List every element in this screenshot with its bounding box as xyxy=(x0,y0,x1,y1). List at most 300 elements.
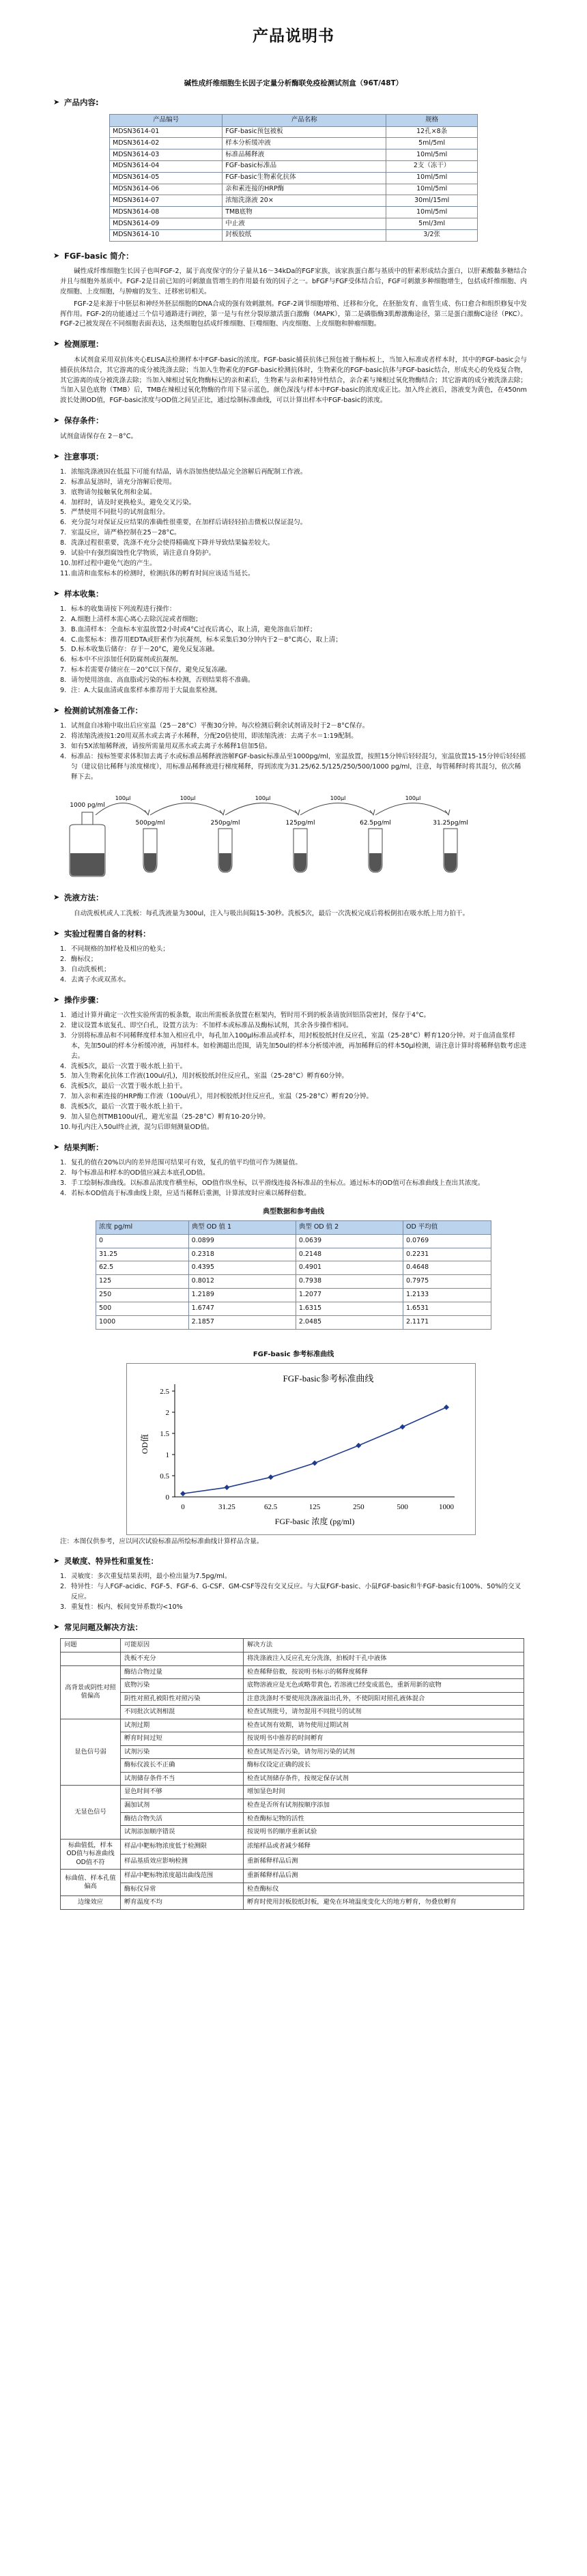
notes-list xyxy=(60,468,527,579)
table-row xyxy=(61,1706,524,1719)
list-number: 2. xyxy=(60,1022,67,1030)
list-number: 1. xyxy=(60,1573,67,1581)
list-item xyxy=(60,635,527,646)
list-text: 试验中有强烈腐蚀性化学物质，请注意自身防护。 xyxy=(71,549,216,557)
table-row xyxy=(96,1261,491,1275)
list-item xyxy=(60,1082,527,1092)
table-cell: 重新稀释样品后测 xyxy=(244,1870,524,1883)
transfer-volume-label: 100μl xyxy=(115,795,131,802)
dilution-tube-icon xyxy=(294,829,307,872)
table-cell: 封板胶纸 xyxy=(223,229,386,241)
list-text: 若标本OD值高于标准曲线上限，应适当稀释后重测，计算浓度时应乘以稀释倍数。 xyxy=(71,1189,311,1197)
table-cell: 按说明书的顺序重新试验 xyxy=(244,1826,524,1840)
table-cell: 0.4395 xyxy=(188,1261,296,1275)
table-cell: 2.1171 xyxy=(403,1315,491,1329)
list-text: 请勿使用溶血、高血脂或污染的标本检测，否则结果将不准确。 xyxy=(71,676,255,685)
table-cell: MDSN3614-04 xyxy=(110,160,223,172)
table-cell: 检查是否所有试剂按顺序添加 xyxy=(244,1799,524,1813)
table-cell: 62.5 xyxy=(96,1261,189,1275)
contents-table xyxy=(109,114,478,242)
list-item xyxy=(60,945,527,955)
table-cell: 2支（冻干） xyxy=(386,160,478,172)
list-number: 7. xyxy=(60,529,67,537)
table-cell: MDSN3614-02 xyxy=(110,138,223,149)
list-text: C.血浆标本：推荐用EDTA或肝素作为抗凝剂，标本采集后30分钟内于2－8°C离心，取上清； xyxy=(71,635,342,644)
list-text: 分别将标准品和不同稀释度样本加入相应孔中，每孔加入100μl标准品或样本，用封板胶纸封住反应孔，室温（25-28°C）孵育120分钟。对于血清血浆样本，先加50ul的样本分析缓冲液，再加样本。如检测超出范围，请先加50ul的样本分析缓冲液，再加稀释后的样本50μl检测，请注意计算时将稀释倍数考虑进去。 xyxy=(71,1031,527,1060)
list-item xyxy=(60,1011,527,1021)
table-cell: 检查试剂有效期，请勿使用过期试剂 xyxy=(244,1719,524,1732)
table-row xyxy=(61,1883,524,1896)
list-number: 1. xyxy=(60,1012,67,1020)
table-row xyxy=(61,1826,524,1840)
data-point xyxy=(224,1485,229,1490)
list-number: 2. xyxy=(60,615,67,623)
table-header-cell: 浓度 pg/ml xyxy=(96,1221,189,1235)
problem-cell: 标曲值、样本孔值偏高 xyxy=(61,1870,121,1896)
table-row xyxy=(61,1732,524,1746)
table-cell: 10ml/5ml xyxy=(386,172,478,184)
chart-caption: FGF-basic 参考标准曲线 xyxy=(253,1350,334,1358)
list-item xyxy=(60,1158,527,1169)
list-number: 8. xyxy=(60,539,67,547)
table-cell: 0.7975 xyxy=(403,1275,491,1289)
standard-curve-chart xyxy=(126,1363,476,1535)
table-row xyxy=(96,1302,491,1315)
list-item xyxy=(60,676,527,686)
list-number: 8. xyxy=(60,1103,67,1111)
transfer-volume-label: 100μl xyxy=(405,795,421,802)
y-tick-label: 2.5 xyxy=(160,1388,169,1397)
table-cell: 检查试剂是否污染，请勿用污染的试剂 xyxy=(244,1745,524,1759)
data-point xyxy=(444,1405,449,1410)
list-number: 3. xyxy=(60,1179,67,1187)
table-cell: 孵育温度不均 xyxy=(121,1896,244,1910)
list-text: 加入生物素化抗体工作液(100ul/孔)，用封板胶纸封住反应孔，室温（25-28°C）孵育60分钟。 xyxy=(71,1072,348,1081)
table-cell: 酶标仪异常 xyxy=(121,1883,244,1896)
table-cell: 10ml/5ml xyxy=(386,149,478,161)
table-cell: 1.6531 xyxy=(403,1302,491,1315)
list-item xyxy=(60,965,527,975)
table-cell: 试剂过期 xyxy=(121,1719,244,1732)
list-number: 9. xyxy=(60,549,67,557)
table-cell: FGF-basic生物素化抗体 xyxy=(223,172,386,184)
section-materials xyxy=(55,929,532,986)
table-cell: MDSN3614-10 xyxy=(110,229,223,241)
table-cell: 5ml/5ml xyxy=(386,138,478,149)
wash-text: 自动洗板机或人工洗板：每孔洗液量为300ul，注入与吸出间隔15-30秒。洗板5次，最后一次洗板完成后将板倒扣在吸水纸上用力拍干。 xyxy=(74,909,470,917)
list-text: 底物请勿接触氧化剂和金属。 xyxy=(71,488,156,496)
table-cell: 底物污染 xyxy=(121,1679,244,1693)
table-cell: 样品基质效应影响检测 xyxy=(121,1854,244,1869)
table-cell: 酶结合物失活 xyxy=(121,1812,244,1826)
section-results xyxy=(55,1143,532,1547)
transfer-arrow-icon xyxy=(375,803,448,816)
section-heading-contents: ➤ 产品内容: xyxy=(55,98,532,109)
list-text: 建议设置本底复孔、即空白孔，设置方法为：不加样本或标准品及酶标试剂，其余各步操作相同。 xyxy=(71,1022,353,1030)
dilution-diagram xyxy=(61,788,526,883)
list-number: 3. xyxy=(60,742,67,750)
problem-cell: 无显色信号 xyxy=(61,1786,121,1839)
list-item xyxy=(60,468,527,478)
list-item xyxy=(60,1123,527,1133)
table-row xyxy=(96,1248,491,1261)
list-number: 5. xyxy=(60,509,67,517)
table-cell: 0.4648 xyxy=(403,1261,491,1275)
list-number: 10. xyxy=(60,559,71,567)
list-item xyxy=(60,655,527,666)
table-cell: MDSN3614-08 xyxy=(110,207,223,218)
section-heading-performance: ➤ 灵敏度、特异性和重复性： xyxy=(55,1556,532,1567)
list-item xyxy=(60,1582,527,1603)
table-cell: 样品中靶标物浓度超出曲线范围 xyxy=(121,1870,244,1883)
problem-cell xyxy=(61,1652,121,1665)
table-cell: 30ml/15ml xyxy=(386,195,478,207)
y-tick-label: 1.5 xyxy=(160,1430,169,1439)
list-text: 每孔内注入50ul终止液，混匀后即刻测量OD值。 xyxy=(71,1123,214,1131)
list-item xyxy=(60,478,527,488)
table-row xyxy=(96,1234,491,1248)
table-header-cell: 解决方法 xyxy=(244,1639,524,1652)
y-tick-label: 1 xyxy=(165,1451,169,1460)
list-number: 3. xyxy=(60,1603,67,1612)
table-row xyxy=(110,138,478,149)
list-item xyxy=(60,569,527,579)
table-row xyxy=(96,1289,491,1302)
list-number: 2. xyxy=(60,1583,67,1591)
table-cell: 31.25 xyxy=(96,1248,189,1261)
list-text: 不同规格的加样枪及相应的枪头； xyxy=(71,945,169,954)
list-number: 11. xyxy=(60,569,71,577)
list-text: 酶标仪； xyxy=(71,956,98,964)
table-header-cell: 问题 xyxy=(61,1639,121,1652)
list-number: 1. xyxy=(60,722,67,730)
standard-curve-svg xyxy=(127,1364,475,1534)
table-cell: MDSN3614-05 xyxy=(110,172,223,184)
list-text: 将浓缩洗液按1:20用双蒸水或去离子水稀释，分配20倍使用，即浓缩洗液：去离子水＝1:19配制。 xyxy=(71,732,358,741)
section-heading-materials: ➤ 实验过程需自备的材料： xyxy=(55,929,532,940)
list-item xyxy=(60,1021,527,1031)
list-text: 试剂盒自冰箱中取出后应室温（25－28°C）平衡30分钟。每次检测后剩余试剂请及时于2－8°C保存。 xyxy=(71,722,369,730)
list-item xyxy=(60,518,527,528)
table-header-cell: 可能原因 xyxy=(121,1639,244,1652)
reagent-list xyxy=(60,721,527,782)
dilution-tube-label: 125pg/ml xyxy=(285,820,315,827)
list-text: 充分混匀对保证反应结果的准确性很重要，在加样后请轻轻拍击微板以保证混匀。 xyxy=(71,519,307,527)
list-item xyxy=(60,615,527,625)
table-row xyxy=(61,1652,524,1665)
list-text: 注：A.大鼠血清或血浆样本推荐用于大鼠血浆检测。 xyxy=(71,686,222,694)
list-item xyxy=(60,549,527,559)
table-cell: 检查酶标仪 xyxy=(244,1883,524,1896)
table-cell: 3/2张 xyxy=(386,229,478,241)
list-text: 自动洗板机； xyxy=(71,966,111,974)
list-text: 去离子水或双蒸水。 xyxy=(71,975,130,984)
list-item xyxy=(60,1102,527,1113)
section-intro xyxy=(55,251,532,330)
list-item xyxy=(60,732,527,742)
table-row xyxy=(61,1799,524,1813)
table-cell: 1.2189 xyxy=(188,1289,296,1302)
list-number: 4. xyxy=(60,975,67,984)
table-cell: 检查酶标记物的活性 xyxy=(244,1812,524,1826)
stock-bottle-icon xyxy=(70,812,105,876)
table-cell: 增加显色时间 xyxy=(244,1786,524,1799)
section-heading-notes: ➤ 注意事项： xyxy=(55,452,532,463)
chart-title: FGF-basic参考标准曲线 xyxy=(283,1373,374,1384)
table-cell: 0.0769 xyxy=(403,1234,491,1248)
data-point xyxy=(356,1443,361,1448)
list-text: 如有5X浓缩稀释液，请按所需量用双蒸水或去离子水稀释1倍加5倍。 xyxy=(71,742,272,750)
table-cell: 500 xyxy=(96,1302,189,1315)
table-cell: 试剂储存条件不当 xyxy=(121,1772,244,1786)
table-cell: 浓缩洗涤液 20× xyxy=(223,195,386,207)
table-row xyxy=(110,160,478,172)
list-text: 手工绘制标准曲线。以标准品浓度作横坐标，OD值作纵坐标，以平滑线连接各标准品的坐标点。通过标本的OD值可在标准曲线上查出其浓度。 xyxy=(71,1179,485,1187)
list-text: 加入亲和素连接的HRP酶工作液（100ul/孔），用封板胶纸封住反应孔，室温（25-28°C）孵育20分钟。 xyxy=(71,1093,373,1101)
transfer-volume-label: 100μl xyxy=(180,795,196,802)
table-cell: 洗板不充分 xyxy=(121,1652,244,1665)
problem-cell: 高背景或阴性对照值偏高 xyxy=(61,1665,121,1719)
section-notes xyxy=(55,452,532,579)
table-cell: 标准品稀释液 xyxy=(223,149,386,161)
table-cell: 1.6747 xyxy=(188,1302,296,1315)
x-tick-label: 1000 xyxy=(439,1503,454,1512)
table-cell: MDSN3614-06 xyxy=(110,184,223,195)
list-number: 4. xyxy=(60,1189,67,1197)
list-text: 特异性：与人FGF-acidic、FGF-5、FGF-6、G-CSF、GM-CSF等没有交叉反应。与大鼠FGF-basic、小鼠FGF-basic和牛FGF-basic有100%、50%的交叉反应。 xyxy=(71,1583,521,1601)
section-sample xyxy=(55,589,532,696)
document-title: 产品说明书 xyxy=(253,27,334,45)
list-item xyxy=(60,1169,527,1179)
y-tick-label: 0 xyxy=(165,1493,169,1502)
list-text: 洗板5次，最后一次置于吸水纸上拍干。 xyxy=(71,1062,187,1070)
transfer-volume-label: 100μl xyxy=(255,795,271,802)
table-cell: 0.8012 xyxy=(188,1275,296,1289)
table-row xyxy=(110,172,478,184)
list-text: 洗涤过程很重要，洗涤不充分会使得精确度下降并导致结果偏差较大。 xyxy=(71,539,274,547)
table-row xyxy=(110,149,478,161)
table-row xyxy=(61,1786,524,1799)
table-cell: 5ml/3ml xyxy=(386,218,478,230)
y-axis-label: OD值 xyxy=(140,1433,149,1455)
table-cell: 不同批次试剂相混 xyxy=(121,1706,244,1719)
list-number: 9. xyxy=(60,686,67,694)
table-cell: 试剂污染 xyxy=(121,1745,244,1759)
list-item xyxy=(60,498,527,509)
list-item xyxy=(60,1179,527,1189)
list-number: 6. xyxy=(60,656,67,664)
list-text: 标准品：按标签要求体积加去离子水或标准品稀释液溶解FGF-basic标准品至1000pg/ml，室温放置，按照15分钟后轻轻混匀，室温放置15-15分钟后轻轻摇匀（建议倍比稀释与浓度梯度），用标准品稀释液进行梯度稀释，得到浓度为31.25/62.5/125/250/500/1000 pg/ml，注意，每管稀释时将其混匀，依次稀释下去。 xyxy=(71,752,526,781)
table-cell: 检查试剂储存条件，按规定保存试剂 xyxy=(244,1772,524,1786)
list-item xyxy=(60,645,527,655)
dilution-tube-icon xyxy=(369,829,382,872)
problem-cell: 边缘效应 xyxy=(61,1896,121,1910)
table-row xyxy=(61,1896,524,1910)
list-text: 室温反应，请严格控制在25－28°C。 xyxy=(71,529,181,537)
list-number: 2. xyxy=(60,956,67,964)
table-cell: 0.2318 xyxy=(188,1248,296,1261)
list-number: 1. xyxy=(60,605,67,614)
list-text: 标本中不应添加任何防腐剂或抗凝剂。 xyxy=(71,656,183,664)
table-row xyxy=(96,1275,491,1289)
section-heading-steps: ➤ 操作步骤： xyxy=(55,995,532,1006)
table-cell: 0.0639 xyxy=(296,1234,403,1248)
table-row xyxy=(110,195,478,207)
table-cell: 0.2148 xyxy=(296,1248,403,1261)
table-cell: 试剂添加顺序错误 xyxy=(121,1826,244,1840)
table-cell: 重新稀释样品后测 xyxy=(244,1854,524,1869)
list-text: 通过计算并确定一次性实验所需的板条数，取出所需板条放置在框架内，暂时用不到的板条请放回铝箔袋密封，保存于4°C。 xyxy=(71,1012,431,1020)
list-number: 6. xyxy=(60,1083,67,1091)
table-cell: 0.2231 xyxy=(403,1248,491,1261)
series-line xyxy=(183,1407,446,1493)
list-number: 1. xyxy=(60,1159,67,1167)
table-cell: 1.2077 xyxy=(296,1289,403,1302)
table-row xyxy=(96,1315,491,1329)
table-cell: 125 xyxy=(96,1275,189,1289)
table-row xyxy=(110,126,478,138)
list-text: 洗板5次，最后一次置于吸水纸上拍干。 xyxy=(71,1083,187,1091)
list-number: 7. xyxy=(60,666,67,674)
section-reagent xyxy=(55,706,532,884)
list-item xyxy=(60,559,527,569)
table-cell: 注意洗涤时不要使用洗涤液溢出孔外，不使阴阳对照孔液体混合 xyxy=(244,1692,524,1706)
table-cell: 2.1857 xyxy=(188,1315,296,1329)
table-header-cell: 产品名称 xyxy=(223,114,386,126)
section-wash xyxy=(55,893,532,919)
list-number: 2. xyxy=(60,732,67,741)
list-number: 8. xyxy=(60,676,67,685)
table-cell: 10ml/5ml xyxy=(386,207,478,218)
list-number: 1. xyxy=(60,468,67,476)
list-number: 4. xyxy=(60,635,67,644)
y-tick-label: 2 xyxy=(165,1409,169,1418)
results-list xyxy=(60,1158,527,1199)
list-text: 灵敏度：多次重复结果表明，最小检出量为7.5pg/ml。 xyxy=(71,1573,231,1581)
table-cell: 酶标仪设定正确的波长 xyxy=(244,1759,524,1773)
data-point xyxy=(180,1491,186,1496)
section-heading-sample: ➤ 样本收集： xyxy=(55,589,532,600)
table-cell: 0.4901 xyxy=(296,1261,403,1275)
dilution-tube-label: 500pg/ml xyxy=(135,820,165,827)
dilution-tube-label: 250pg/ml xyxy=(210,820,240,827)
data-point xyxy=(312,1461,317,1466)
chart-note: 注：本图仅供参考，应以同次试验标准品所绘标准曲线计算样品含量。 xyxy=(60,1538,263,1546)
data-point xyxy=(268,1474,274,1480)
x-axis-label: FGF-basic 浓度 (pg/ml) xyxy=(274,1517,355,1527)
list-text: 血清和血浆标本的检测时，检测抗体的孵育时间应该适当延长。 xyxy=(71,569,255,577)
list-text: 加入显色剂TMB100ul/孔，避光室温（25-28°C）孵育10-20分钟。 xyxy=(71,1113,270,1121)
list-number: 9. xyxy=(60,1113,67,1121)
table-cell: 将洗涤液注入反应孔充分洗涤，拍板时干孔中液体 xyxy=(244,1652,524,1665)
table-cell: 底物溶液应是无色或略带黄色, 若溶液已经变成蓝色，重新用新的底物 xyxy=(244,1679,524,1693)
principle-paragraph: 本试剂盒采用双抗体夹心ELISA法检测样本中FGF-basic的浓度。FGF-basic捕获抗体已预包被于酶标板上，当加入标准或者样本时，其中的FGF-basic会与捕获抗体结合，其它游离的成分被洗涤去除；当加入生物素化的FGF-basic检测抗体时，生物素化的FGF-basic抗体与FGF-basic结合，形成夹心的免疫复合物，其它游离的成分被洗涤去除；当加入辣根过氧化物酶标记的亲和素后，生物素与亲和素特异性结合，亲合素与辣根过氧化物酶结合；其它游离的成分被洗涤去除；当加入显色底物（TMB）后，TMB在辣根过氧化物酶的作用下显示蓝色，颜色深浅与样本中FGF-basic的浓度成正比。加入终止液后，溶液变为黄色，在450nm波长处测OD值，FGF-basic浓度与OD值之间呈正比，通过绘制标准曲线，可以计算出样本中FGF-basic的浓度。 xyxy=(60,356,527,405)
list-number: 7. xyxy=(60,1093,67,1101)
table-cell: 漏加试剂 xyxy=(121,1799,244,1813)
section-heading-intro: ➤ FGF-basic 简介： xyxy=(55,251,532,262)
steps-list xyxy=(60,1011,527,1132)
table-cell: 1.2133 xyxy=(403,1289,491,1302)
list-item xyxy=(60,742,527,752)
section-heading-reagent: ➤ 检测前试剂准备工作： xyxy=(55,706,532,717)
list-item xyxy=(60,1572,527,1582)
table-cell: 10ml/5ml xyxy=(386,184,478,195)
table-cell: MDSN3614-03 xyxy=(110,149,223,161)
list-item xyxy=(60,1092,527,1102)
table-row xyxy=(61,1665,524,1679)
transfer-arrow-icon xyxy=(150,803,223,816)
list-number: 3. xyxy=(60,625,67,633)
storage-text: 试剂盒请保存在 2－8°C。 xyxy=(60,432,138,440)
list-text: 标准品复溶时，请充分溶解后使用。 xyxy=(71,478,176,486)
table-header-cell: 产品编号 xyxy=(110,114,223,126)
x-tick-label: 31.25 xyxy=(218,1503,235,1512)
table-cell: 250 xyxy=(96,1289,189,1302)
dilution-tube-icon xyxy=(444,829,457,872)
list-text: 每个标准品和样本的OD值应减去本底孔OD值。 xyxy=(71,1169,210,1177)
x-tick-label: 0 xyxy=(181,1503,185,1512)
x-tick-label: 62.5 xyxy=(264,1503,278,1512)
table-row xyxy=(61,1692,524,1706)
table-cell: 1.6315 xyxy=(296,1302,403,1315)
y-tick-label: 0.5 xyxy=(160,1472,169,1481)
list-number: 5. xyxy=(60,1072,67,1081)
section-performance xyxy=(55,1556,532,1613)
intro-paragraph-1: 碱性成纤维细胞生长因子也叫FGF-2，属于高度保守的分子量从16～34kDa的FGF家族，该家族蛋白都与基质中的肝素形成结合蛋白，以肝素酸黏多糖结合并且与细胞外基质中。FGF-2是目前已知的可刺激血管增生的作用最有效的因子之一。bFGF与FGF受体结合后，FGF可刺激多种细胞增生，包括成纤维细胞、内皮细胞、上皮细胞，与肿瘤的发生、迁移密切相关。 xyxy=(60,268,527,296)
section-storage xyxy=(55,416,532,442)
list-text: 严禁使用不同批号的试剂盒组分。 xyxy=(71,509,169,517)
table-row xyxy=(61,1772,524,1786)
problem-cell: 显色信号弱 xyxy=(61,1719,121,1786)
list-text: A.细胞上清样本需心离心去除沉淀或者细胞； xyxy=(71,615,202,623)
table-cell: 阴性对照孔被阳性对照污染 xyxy=(121,1692,244,1706)
list-number: 6. xyxy=(60,519,67,527)
table-header-cell: 典型 OD 值 2 xyxy=(296,1221,403,1235)
section-heading-results: ➤ 结果判断： xyxy=(55,1143,532,1154)
list-text: 重复性：板内、板间变异系数均<10% xyxy=(71,1603,183,1612)
problem-cell: 标曲值低，样本OD值与标准曲线OD值不符 xyxy=(61,1839,121,1870)
list-text: B.血清样本：全血标本室温放置2小时或4°C过夜后离心，取上清，避免溶血后加样； xyxy=(71,625,317,633)
list-number: 3. xyxy=(60,966,67,974)
table-row xyxy=(110,218,478,230)
x-tick-label: 125 xyxy=(309,1503,321,1512)
table-cell: 检查试剂批号，请勿混用不同批号的试剂 xyxy=(244,1706,524,1719)
list-number: 5. xyxy=(60,646,67,654)
table-cell: 酶结合物过量 xyxy=(121,1665,244,1679)
section-heading-principle: ➤ 检测原理： xyxy=(55,339,532,350)
list-item xyxy=(60,955,527,965)
dilution-tube-icon xyxy=(218,829,232,872)
table-header-cell: 规格 xyxy=(386,114,478,126)
table-cell: 亲和素连接的HRP酶 xyxy=(223,184,386,195)
table-row xyxy=(61,1870,524,1883)
section-heading-storage: ➤ 保存条件： xyxy=(55,416,532,427)
list-item xyxy=(60,528,527,539)
dilution-tube-label: 62.5pg/ml xyxy=(360,820,391,827)
table-cell: 按说明书中推荐的时间孵育 xyxy=(244,1732,524,1746)
table-cell: 0.0899 xyxy=(188,1234,296,1248)
dilution-tube-icon xyxy=(143,829,157,872)
list-item xyxy=(60,1031,527,1062)
table-row xyxy=(61,1839,524,1854)
section-heading-wash: ➤ 洗液方法： xyxy=(55,893,532,904)
table-cell: 中止液 xyxy=(223,218,386,230)
table-header-cell: 典型 OD 值 1 xyxy=(188,1221,296,1235)
table-cell: FGF-basic预包被板 xyxy=(223,126,386,138)
list-item xyxy=(60,1072,527,1082)
list-item xyxy=(60,1603,527,1613)
table-row xyxy=(61,1719,524,1732)
